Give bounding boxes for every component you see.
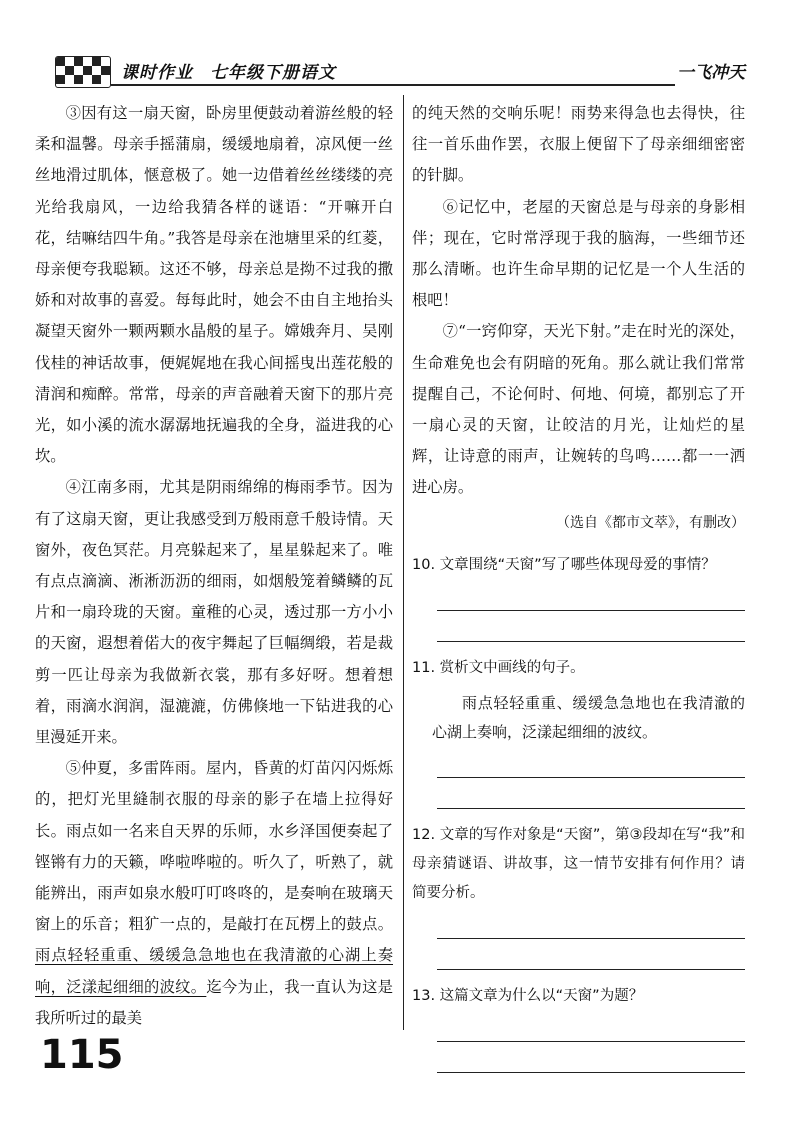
question-11: [412, 654, 745, 809]
answer-line[interactable]: [437, 969, 745, 970]
paragraph-4: ④江南多雨，尤其是阴雨绵绵的梅雨季节。因为有了这扇天窗，更让我感受到万般雨意千般诗情。天窗外，夜色冥茫。月亮躲起来了，星星躲起来了。唯有点点滴滴、淅淅沥沥的细雨，如烟般笼着鳞鳞的瓦片和一扇玲珑的天窗。童稚的心灵，透过那一方小小的天窗，遐想着偌大的夜宇舞起了巨幅绸缎，若是裁剪一匹让母亲为我做新衣裳，那有多好呀。想着想着，雨滴水润润，湿漉漉，仿佛倏地一下钻进我的心里漫延开来。: [35, 478, 393, 747]
right-column: [412, 98, 745, 1073]
paragraph-5-text: ⑤仲夏，多雷阵雨。屋内，昏黄的灯苗闪闪烁烁的，把灯光里縫制衣服的母亲的影子在墙上拉得好长。雨点如一名来自天界的乐师，水乡泽国便奏起了铿锵有力的天籁，哗啦哗啦的。听久了，听熟了，就能辨出，雨声如泉水般叮叮咚咚的，是奏响在玻璃天窗上的乐音；粗犷一点的，是敲打在瓦楞上的鼓点。: [35, 759, 393, 934]
checkered-logo-icon: [55, 56, 111, 88]
answer-line[interactable]: [437, 1072, 745, 1073]
paragraph-5: [35, 753, 393, 1034]
question-13: [412, 982, 745, 1073]
question-13-text: 13. 这篇文章为什么以“天窗”为题？: [412, 987, 644, 1004]
answer-line[interactable]: [437, 641, 745, 642]
answer-line[interactable]: [437, 610, 745, 611]
answer-line[interactable]: [437, 938, 745, 939]
question-11-quote: 雨点轻轻重重、缓缓急急地也在我清澈的心湖上奏响，泛漾起细细的波纹。: [432, 693, 745, 741]
page-header: [55, 52, 745, 92]
paragraph-6: ⑥记忆中，老屋的天窗总是与母亲的身影相伴；现在，它时常浮现于我的脑海，一些细节还那么清晰。也许生命早期的记忆是一个人生活的根吧！: [412, 197, 745, 310]
question-11-text: 11. 赏析文中画线的句子。: [412, 659, 585, 676]
header-brand: 一飞冲天: [677, 63, 745, 83]
header-title-book: 七年级下册语文: [209, 63, 336, 83]
column-divider: [403, 95, 404, 1030]
answer-line[interactable]: [437, 1041, 745, 1042]
source-citation: （选自《都市文萃》，有删改）: [556, 514, 745, 531]
paragraph-3: ③因有这一扇天窗，卧房里便鼓动着游丝般的轻柔和温馨。母亲手摇蒲扇，缓缓地扇着，凉风便一丝丝地滑过肌体，惬意极了。她一边借着丝丝缕缕的亮光给我扇风，一边给我猜各样的谜语：“开嘛开白花，结嘛结四牛角。”我答是母亲在池塘里采的红菱，母亲便夸我聪颖。这还不够，母亲总是拗不过我的撒娇和对故事的喜爱。每每此时，她会不由自主地抬头凝望天窗外一颗两颗水晶般的星子。嫦娥奔月、吴刚伐桂的神话故事，便娓娓地在我心间摇曳出莲花般的清润和痴醉。常常，母亲的声音融着天窗下的那片亮光，如小溪的流水潺潺地抚遍我的全身，溢进我的心坎。: [35, 104, 393, 466]
page-number: 115: [40, 1032, 124, 1078]
question-10-text: 10. 文章围绕“天窗”写了哪些体现母爱的事情？: [412, 556, 716, 573]
left-column: [35, 98, 393, 1034]
header-rule: [111, 84, 675, 86]
paragraph-5-continued: 的纯天然的交响乐呢！雨势来得急也去得快，往往一首乐曲作罢，衣服上便留下了母亲细细密密的针脚。: [412, 104, 745, 185]
paragraph-7: ⑦“一窍仰穿，天光下射。”走在时光的深处，生命难免也会有阴暗的死角。那么就让我们常常提醒自己，不论何时、何地、何境，都别忘了开一扇心灵的天窗，让皎洁的月光，让灿烂的星辉，让诗意的雨声，让婉转的鸟鸣……都一一洒进心房。: [412, 322, 745, 497]
question-10: [412, 551, 745, 642]
question-12-text: 12. 文章的写作对象是“天窗”，第③段却在写“我”和母亲猜谜语、讲故事，这一情节安排有何作用？请简要分析。: [412, 826, 745, 901]
question-12: [412, 821, 745, 970]
underlined-sentence: 雨点轻轻重重、缓缓急急地也在我清澈的心湖上奏响，泛漾起细细的波纹。: [35, 946, 393, 996]
header-title-series: 课时作业: [121, 63, 193, 83]
answer-line[interactable]: [437, 808, 745, 809]
header-title: [121, 58, 346, 83]
paragraph-5-tail: 迄今为止，我一直认为这是我所听过的最美: [35, 977, 393, 1027]
answer-line[interactable]: [437, 777, 745, 778]
